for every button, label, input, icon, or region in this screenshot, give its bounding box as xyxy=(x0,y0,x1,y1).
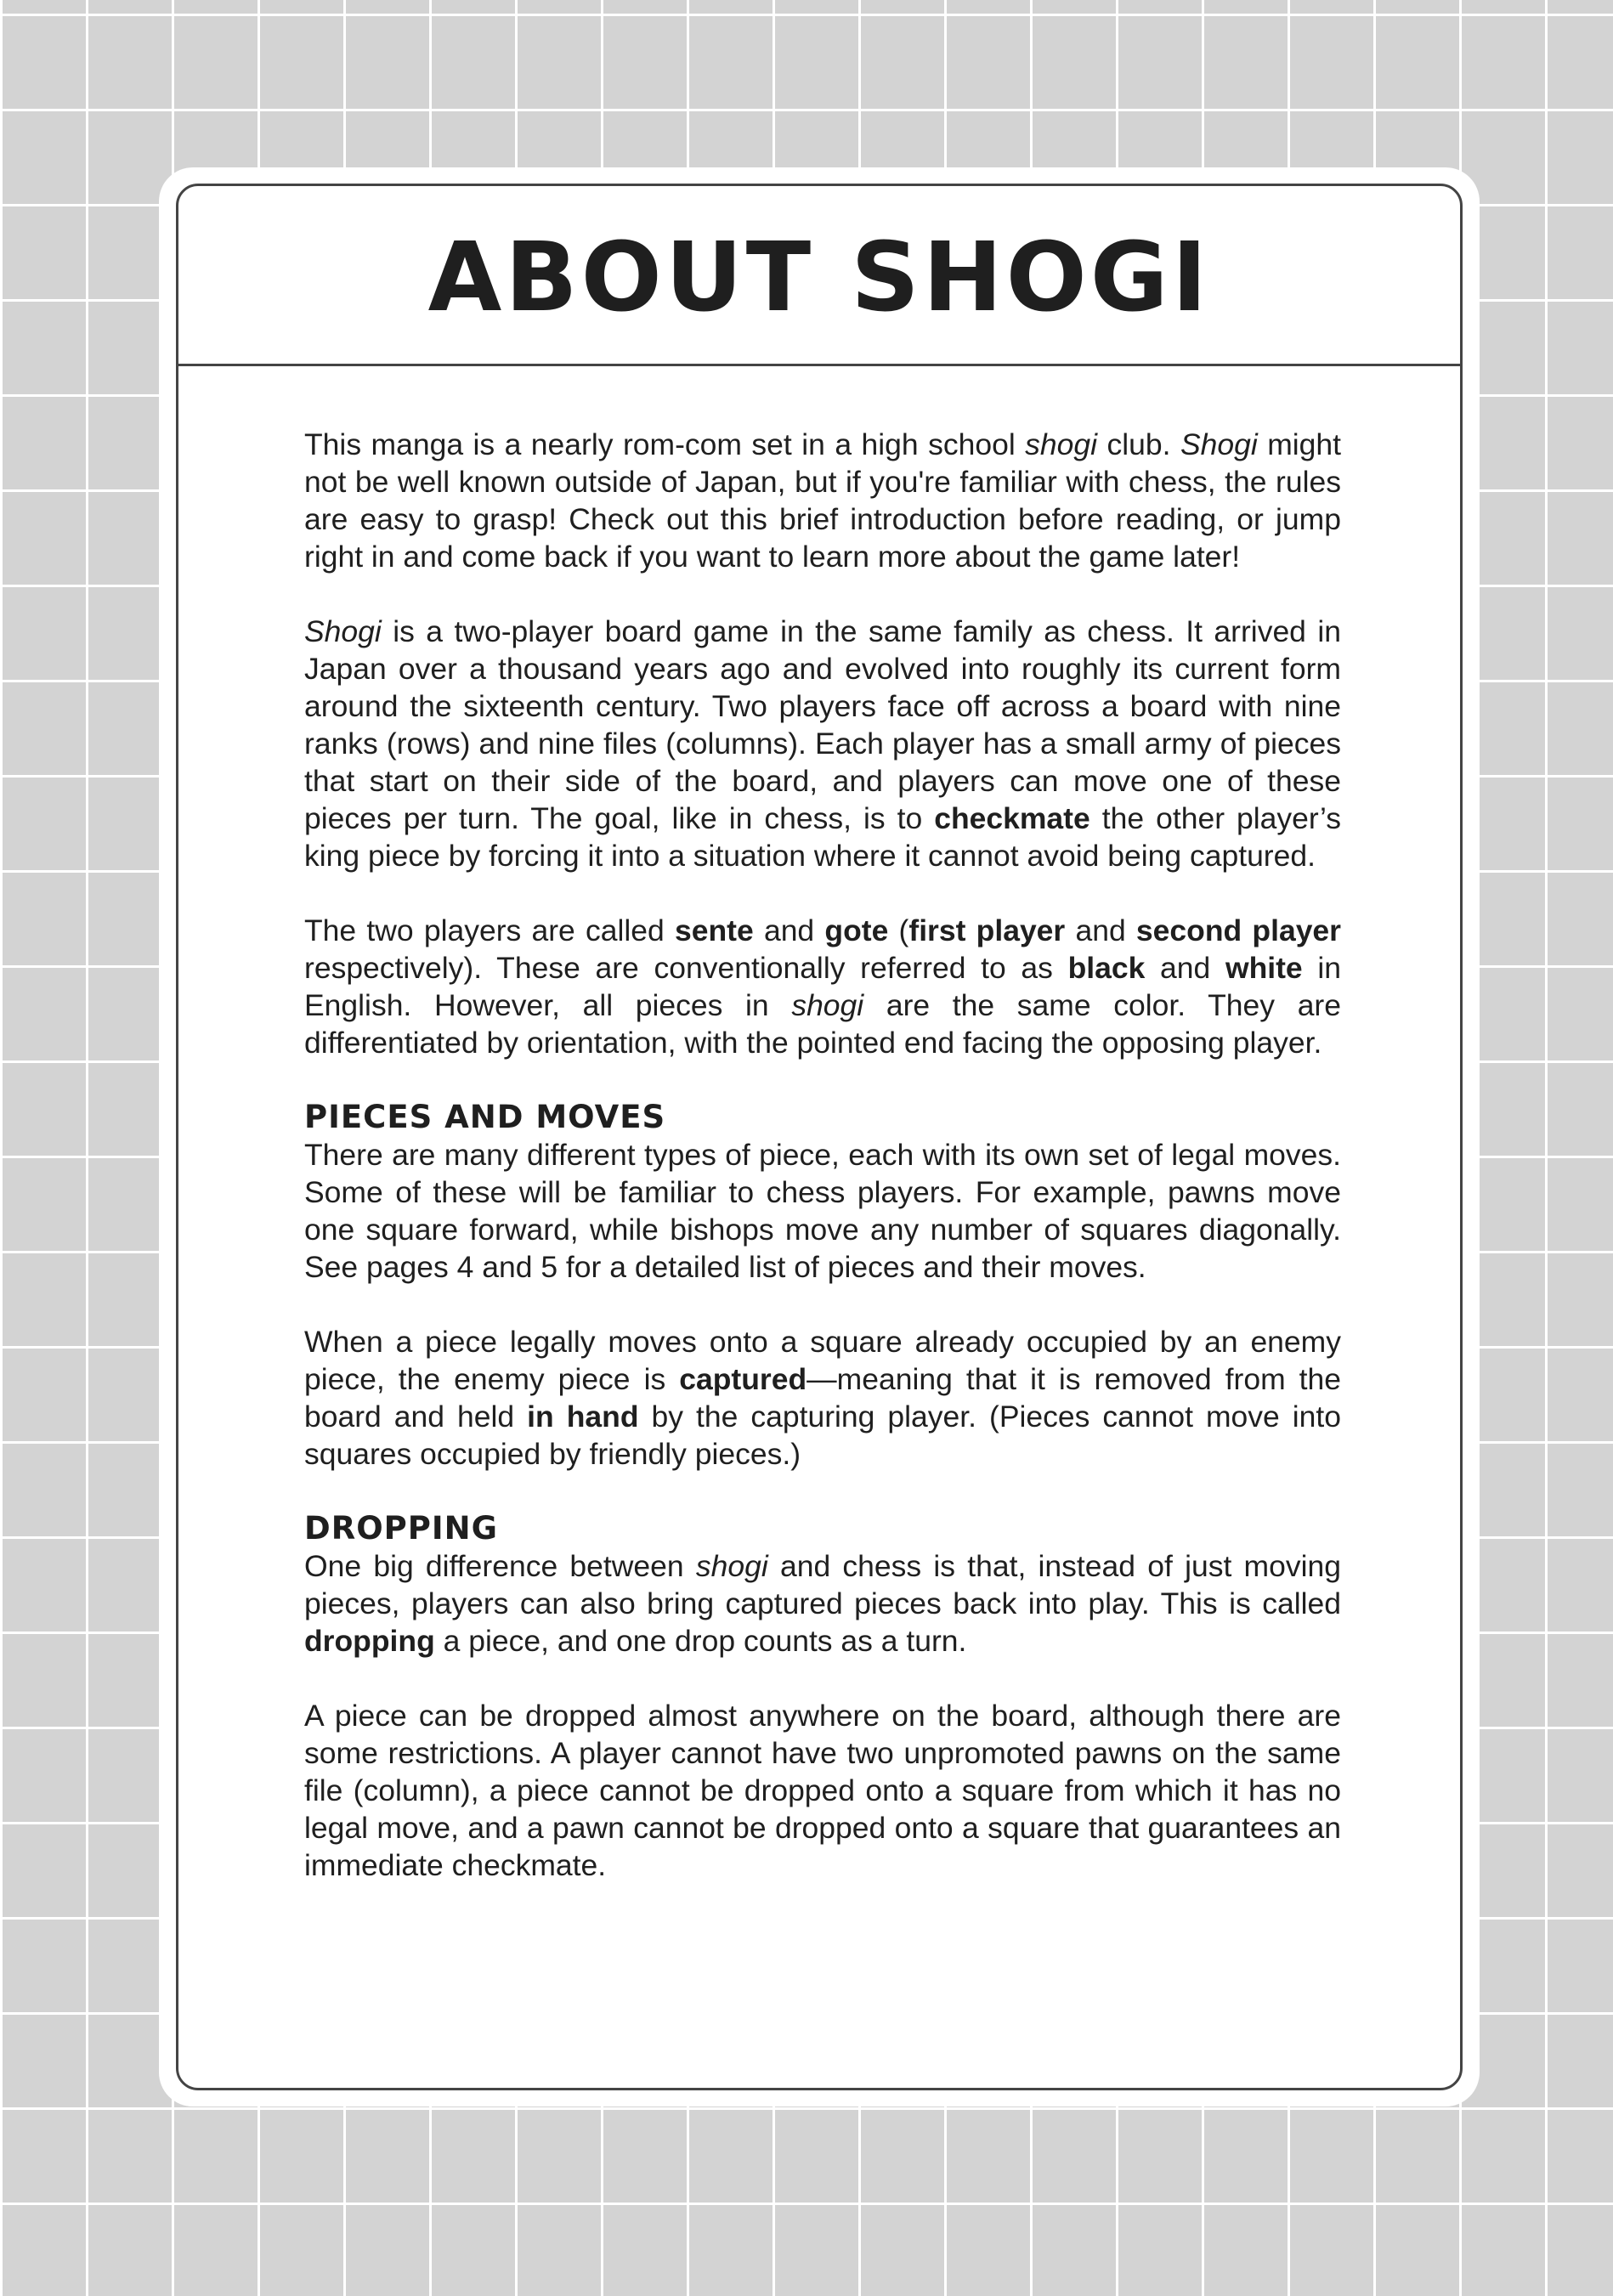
bold-term: gote xyxy=(824,913,889,947)
bold-term: dropping xyxy=(304,1624,435,1658)
italic-term: shogi xyxy=(1025,427,1098,461)
text-run: This manga is a nearly rom-com set in a high school xyxy=(304,427,1026,461)
italic-term: Shogi xyxy=(304,614,382,648)
text-run: —meaning that it is removed from the board and held xyxy=(304,1362,1342,1434)
bold-term: checkmate xyxy=(934,801,1090,835)
italic-term: shogi xyxy=(791,988,864,1022)
bold-term: first player xyxy=(908,913,1066,947)
bold-term: black xyxy=(1067,951,1146,985)
text-run: There are many different types of piece, each with its own set of legal moves. Some of these will be familiar to chess players. For example, pawns move one square forward, while bishops move any number of squares diagonally. See pages 4 and 5 for a detailed list of pieces and their moves. xyxy=(304,1138,1341,1284)
text-run: ( xyxy=(888,913,909,947)
bold-term: second player xyxy=(1135,913,1341,947)
article-body xyxy=(304,426,1341,1884)
bold-term: white xyxy=(1225,951,1303,985)
drop-restrictions-paragraph xyxy=(304,1697,1341,1884)
page-title: ABOUT SHOGI xyxy=(427,222,1211,333)
text-run: and xyxy=(1145,951,1225,985)
bold-term: sente xyxy=(674,913,754,947)
pieces-paragraph xyxy=(304,1136,1341,1286)
pieces-and-moves-heading: PIECES AND MOVES xyxy=(304,1099,666,1135)
dropping-heading: DROPPING xyxy=(304,1510,498,1547)
text-run: One big difference between xyxy=(304,1549,696,1583)
text-run: and xyxy=(1065,913,1136,947)
text-run: might not be well known outside of Japan, but if you're familiar with chess, the rules are easy to grasp! Check out this brief introduction before reading, or jump right in and come back if you want to learn more about the game later! xyxy=(304,427,1341,574)
title-band xyxy=(178,186,1460,366)
text-run: by the capturing player. (Pieces cannot move into squares occupied by friendly pieces.) xyxy=(304,1400,1342,1471)
about-shogi-card xyxy=(176,184,1463,2090)
italic-term: shogi xyxy=(695,1549,768,1583)
overview-paragraph xyxy=(304,613,1341,874)
dropping-paragraph xyxy=(304,1547,1341,1660)
text-run: a piece, and one drop counts as a turn. xyxy=(434,1624,967,1658)
text-run: in English. However, all pieces in xyxy=(304,951,1341,1022)
text-run: is a two-player board game in the same family as chess. It arrived in Japan over a thousand years ago and evolved into roughly its current form around the sixteenth century. Two players face off across a board with nine ranks (rows) and nine files (columns). Each player has a small army of pieces that start on their side of the board, and players can move one of these pieces per turn. The goal, like in chess, is to xyxy=(304,614,1341,835)
text-run: respectively). These are conventionally referred to as xyxy=(304,951,1068,985)
text-run: and xyxy=(753,913,825,947)
text-run: When a piece legally moves onto a square already occupied by an enemy piece, the enemy piece is xyxy=(304,1325,1341,1396)
capture-paragraph xyxy=(304,1323,1341,1473)
intro-paragraph xyxy=(304,426,1341,575)
bold-term: in hand xyxy=(527,1400,639,1434)
players-paragraph xyxy=(304,912,1341,1061)
text-run: and chess is that, instead of just moving pieces, players can also bring captured pieces back into play. This is called xyxy=(304,1549,1341,1620)
bold-term: captured xyxy=(679,1362,807,1396)
text-run: club. xyxy=(1097,427,1180,461)
text-run: A piece can be dropped almost anywhere on the board, although there are some restrictions. A player cannot have two unpromoted pawns on the same file (column), a piece cannot be dropped onto a square from which it has no legal move, and a pawn cannot be dropped onto a square that guarantees an immediate checkmate. xyxy=(304,1699,1341,1882)
text-run: the other player’s king piece by forcing it into a situation where it cannot avoid being captured. xyxy=(304,801,1342,873)
text-run: The two players are called xyxy=(304,913,675,947)
italic-term: Shogi xyxy=(1180,427,1258,461)
text-run: are the same color. They are differentiated by orientation, with the pointed end facing the opposing player. xyxy=(304,988,1342,1060)
